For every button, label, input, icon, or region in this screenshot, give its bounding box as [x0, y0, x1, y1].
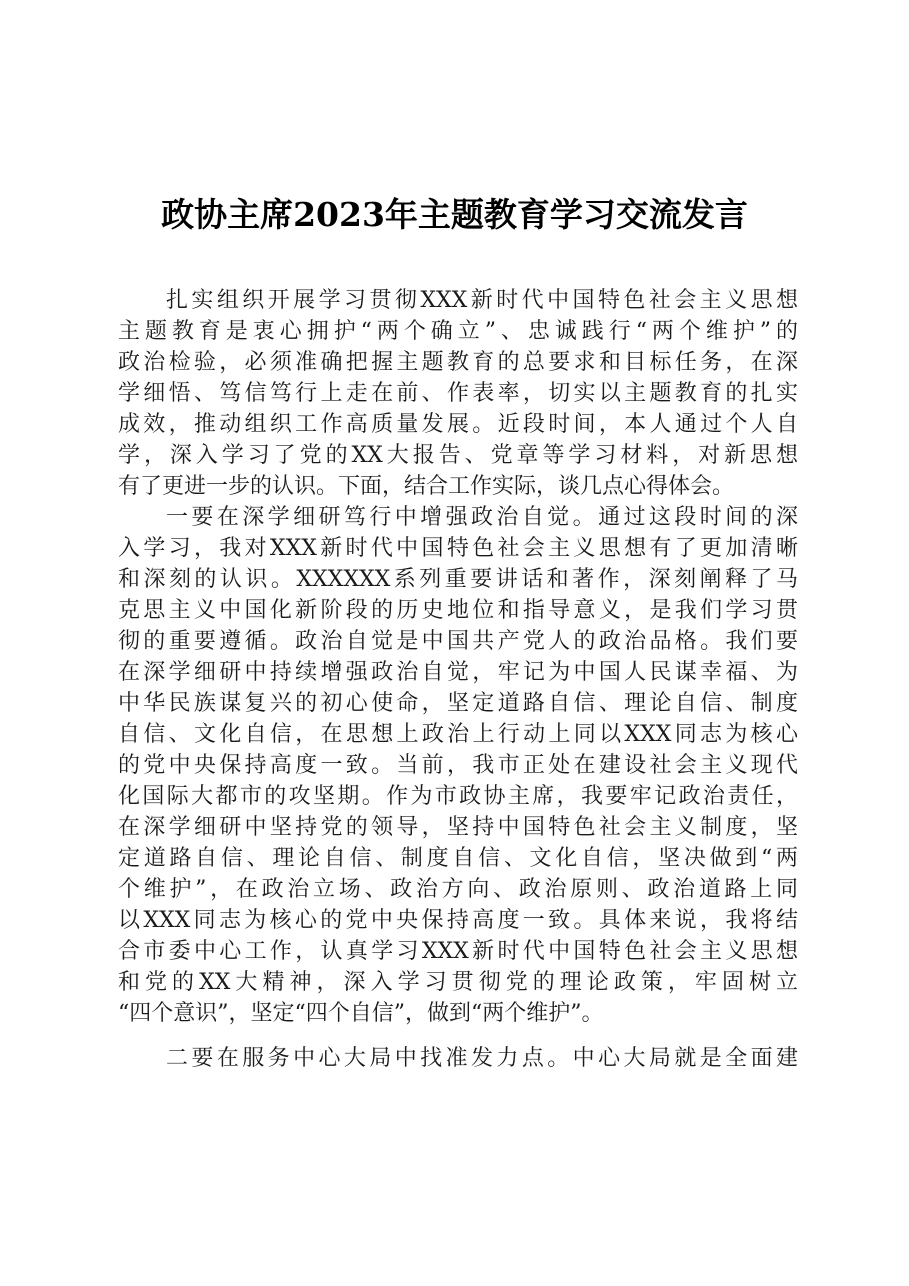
- document-title: 政协主席2023年主题教育学习交流发言: [161, 195, 748, 234]
- paragraph-point-two: [118, 1043, 798, 1074]
- paragraph-line: 在深学细研中坚持党的领导，坚持中国特色社会主义制度，坚: [118, 815, 798, 840]
- paragraph-line: 学，深入学习了党的XX大报告、党章等学习材料，对新思想: [118, 443, 798, 468]
- paragraph-line: 和深刻的认识。XXXXXX系列重要讲话和著作，深刻阐释了马: [118, 567, 798, 592]
- paragraph-spacer: [118, 1029, 798, 1043]
- paragraph-point-one: [118, 502, 798, 1029]
- document-body: [118, 285, 798, 1074]
- paragraph-line: 主题教育是衷心拥护“两个确立”、忠诚践行“两个维护”的: [118, 319, 798, 344]
- paragraph-line: 扎实组织开展学习贯彻XXX新时代中国特色社会主义思想: [166, 288, 798, 313]
- paragraph-intro: [118, 285, 798, 502]
- paragraph-line: “四个意识”，坚定“四个自信”，做到“两个维护”。: [118, 1001, 604, 1026]
- paragraph-line: 和党的XX大精神，深入学习贯彻党的理论政策，牢固树立: [118, 970, 798, 995]
- paragraph-line: 学细悟、笃信笃行上走在前、作表率，切实以主题教育的扎实: [118, 381, 798, 406]
- paragraph-line: 合市委中心工作，认真学习XXX新时代中国特色社会主义思想: [118, 939, 798, 964]
- paragraph-line: 政治检验，必须准确把握主题教育的总要求和目标任务，在深: [118, 350, 798, 375]
- paragraph-line: 化国际大都市的攻坚期。作为市政协主席，我要牢记政治责任，: [118, 784, 798, 809]
- paragraph-line: 以XXX同志为核心的党中央保持高度一致。具体来说，我将结: [118, 908, 798, 933]
- paragraph-line: 在深学细研中持续增强政治自觉，牢记为中国人民谋幸福、为: [118, 660, 798, 685]
- paragraph-line: 一要在深学细研笃行中增强政治自觉。通过这段时间的深: [166, 505, 798, 530]
- paragraph-line: 有了更进一步的认识。下面，结合工作实际，谈几点心得体会。: [118, 474, 735, 499]
- paragraph-line: 自信、文化自信，在思想上政治上行动上同以XXX同志为核心: [118, 722, 798, 747]
- paragraph-line: 成效，推动组织工作高质量发展。近段时间，本人通过个人自: [118, 412, 798, 437]
- paragraph-line: 二要在服务中心大局中找准发力点。中心大局就是全面建: [166, 1046, 798, 1071]
- paragraph-line: 个维护”，在政治立场、政治方向、政治原则、政治道路上同: [118, 877, 798, 902]
- paragraph-line: 中华民族谋复兴的初心使命，坚定道路自信、理论自信、制度: [118, 691, 798, 716]
- paragraph-line: 彻的重要遵循。政治自觉是中国共产党人的政治品格。我们要: [118, 629, 798, 654]
- paragraph-line: 克思主义中国化新阶段的历史地位和指导意义，是我们学习贯: [118, 598, 798, 623]
- paragraph-line: 定道路自信、理论自信、制度自信、文化自信，坚决做到“两: [118, 846, 798, 871]
- paragraph-line: 的党中央保持高度一致。当前，我市正处在建设社会主义现代: [118, 753, 798, 778]
- paragraph-line: 入学习，我对XXX新时代中国特色社会主义思想有了更加清晰: [118, 536, 798, 561]
